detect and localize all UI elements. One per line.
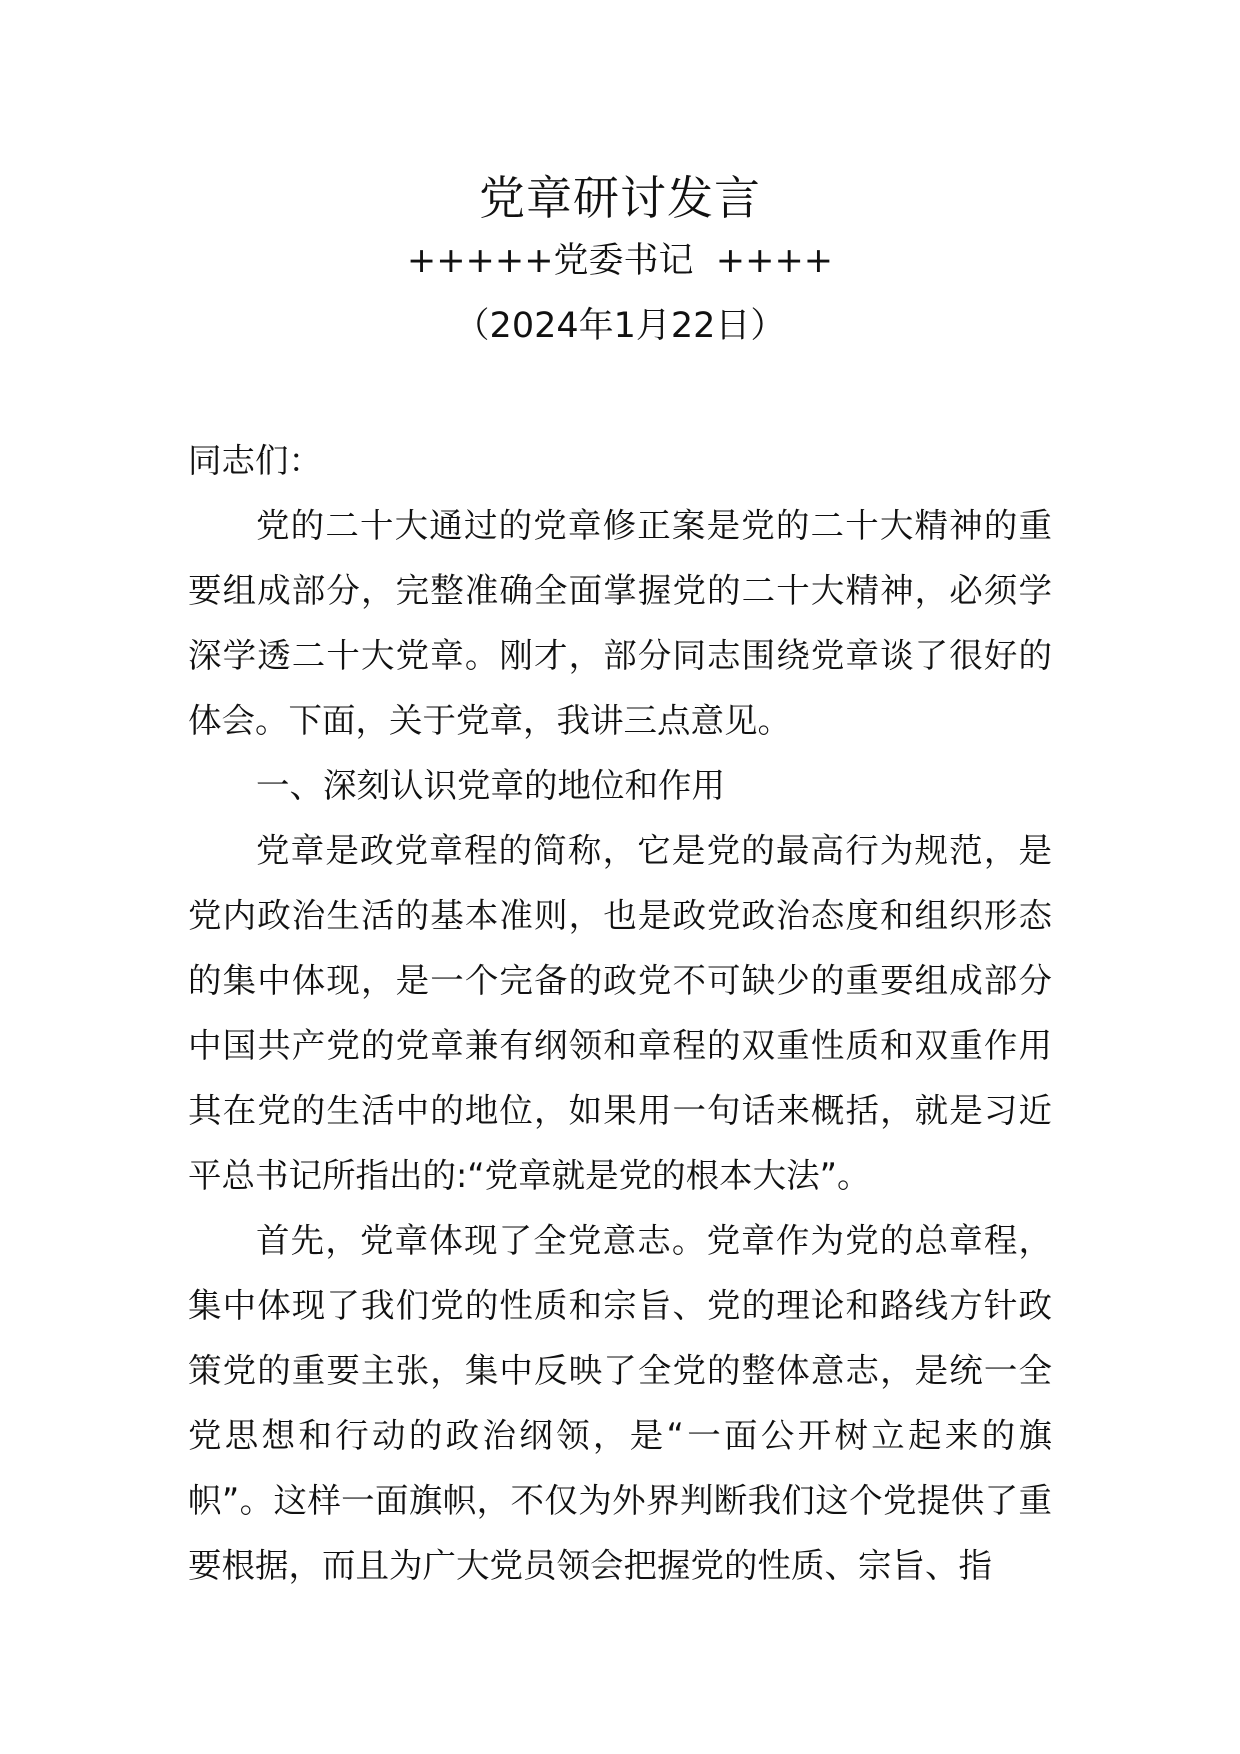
section-heading: 一、深刻认识党章的地位和作用 — [256, 766, 725, 805]
body-paragraph: 首先，党章体现了全党意志。党章作为党的总章程，集中体现了我们党的性质和宗旨、党的理论和路线方针政策党的重要主张，集中反映了全党的整体意志，是统一全党思想和行动的政治纲领，是“一面公开树立起来的旗帜”。这样一面旗帜，不仅为外界判断我们这个党提供了重要根据，而且为广大党员领会把握党的性质、宗旨、指 — [188, 1221, 1052, 1585]
speech-body — [188, 428, 1052, 1598]
body-paragraph: 党章是政党章程的简称，它是党的最高行为规范，是党内政治生活的基本准则，也是政党政治态度和组织形态的集中体现，是一个完备的政党不可缺少的重要组成部分中国共产党的党章兼有纲领和章程的双重性质和双重作用其在党的生活中的地位，如果用一句话来概括，就是习近平总书记所指出的:“党章就是党的根本大法”。 — [188, 831, 1052, 1195]
body-paragraph: 党的二十大通过的党章修正案是党的二十大精神的重要组成部分，完整准确全面掌握党的二十大精神，必须学深学透二十大党章。刚才，部分同志围绕党章谈了很好的体会。下面，关于党章，我讲三点意见。 — [188, 506, 1052, 740]
document-title: 党章研讨发言 — [479, 171, 761, 225]
author-line: +++++党委书记 ++++ — [406, 241, 834, 281]
date-line: （2024年1月22日） — [454, 306, 786, 346]
salutation: 同志们： — [188, 441, 322, 480]
